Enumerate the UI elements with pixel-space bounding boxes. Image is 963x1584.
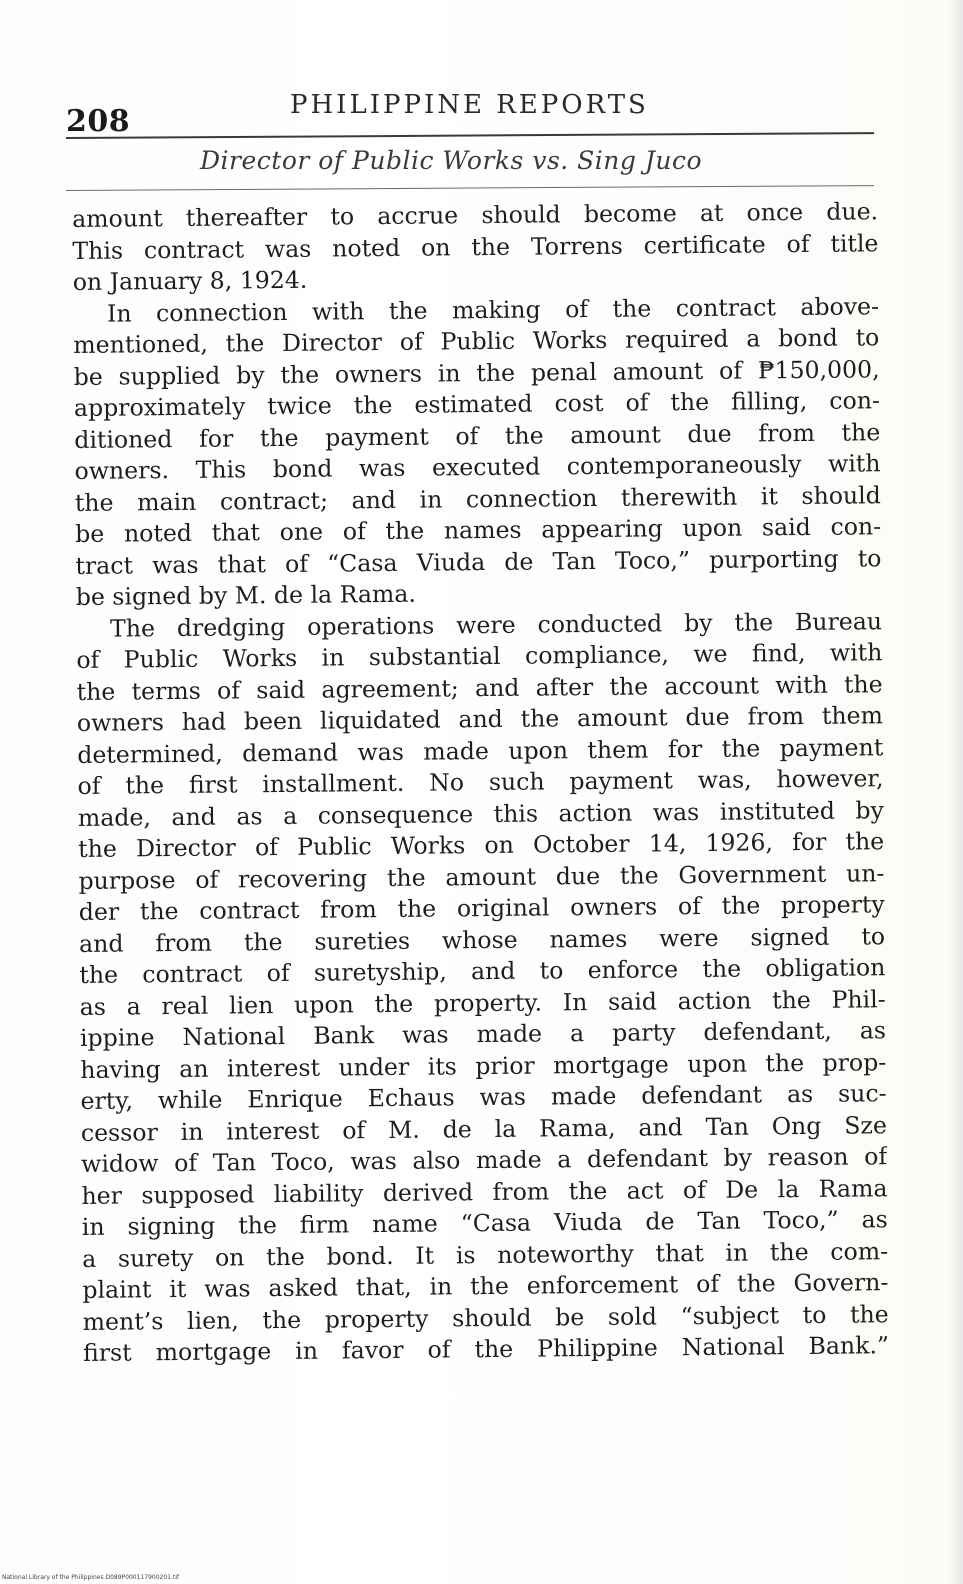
text-line: be supplied by the owners in the penal amount of ₱150,000, xyxy=(73,354,880,391)
paragraph-start-line: In connection with the making of the contract above- xyxy=(106,291,880,328)
text-line: her supposed liability derived from the act of De la Rama xyxy=(81,1173,888,1210)
text-line: the terms of said agreement; and after the account with the xyxy=(76,669,883,706)
text-line: the main contract; and in connection therewith it should xyxy=(74,480,881,517)
header-rule xyxy=(66,132,874,139)
text-line: purpose of recovering the amount due the Government un- xyxy=(78,858,885,895)
text-line: determined, demand was made upon them for the payment xyxy=(77,732,884,769)
text-line: mentioned, the Director of Public Works required a bond to xyxy=(73,323,880,359)
text-line: plaint it was asked that, in the enforcement of the Govern- xyxy=(82,1268,889,1304)
text-line: tract was that of “Casa Viuda de Tan Toco,” purporting to xyxy=(75,543,882,580)
text-line: erty, while Enrique Echaus was made defendant as suc- xyxy=(80,1079,887,1115)
text-line: first mortgage in favor of the Philippine National Bank.” xyxy=(82,1331,890,1367)
page-edge-shadow xyxy=(949,0,963,1584)
text-line: the contract of suretyship, and to enforce the obligation xyxy=(79,953,886,989)
body-text xyxy=(72,196,889,1369)
text-line: owners had been liquidated and the amount due from them xyxy=(76,701,884,737)
text-line: cessor in interest of M. de la Rama, and Tan Ong Sze xyxy=(80,1110,888,1147)
text-line: This contract was noted on the Torrens certificate of title xyxy=(72,228,879,265)
text-line: ment’s lien, the property should be sold “subject to the xyxy=(82,1299,889,1336)
text-line: be noted that one of the names appearing upon said con- xyxy=(75,512,882,548)
text-line: of the first installment. No such payment was, however, xyxy=(77,764,884,800)
text-line: approximately twice the estimated cost of the filling, con- xyxy=(73,386,881,422)
running-head: PHILIPPINE REPORTS xyxy=(290,90,649,120)
text-line: ditioned for the payment of the amount due from the xyxy=(74,417,881,454)
paragraph-start-line: The dredging operations were conducted by the Bureau xyxy=(109,606,883,643)
text-line: amount thereafter to accrue should become at once due. xyxy=(72,197,879,233)
text-line: of Public Works in substantial compliance, we find, with xyxy=(76,638,883,674)
caption-rule xyxy=(66,185,874,191)
text-line: the Director of Public Works on October 14, 1926, for the xyxy=(78,827,885,863)
text-line: on January 8, 1924. xyxy=(72,265,308,296)
case-caption: Director of Public Works vs. Sing Juco xyxy=(200,146,703,175)
scan-credit: National Library of the Philippines D089P000117900201.tif xyxy=(2,1574,180,1581)
text-line: having an interest under its prior mortgage upon the prop- xyxy=(80,1047,887,1084)
text-line: and from the sureties whose names were signed to xyxy=(78,921,886,958)
text-line: widow of Tan Toco, was also made a defendant by reason of xyxy=(81,1142,888,1178)
text-line: owners. This bond was executed contemporaneously with xyxy=(74,449,881,485)
text-line: in signing the firm name “Casa Viuda de Tan Toco,” as xyxy=(81,1205,888,1241)
text-line: be signed by M. de la Rama. xyxy=(75,579,417,611)
page-number: 208 xyxy=(66,104,131,139)
text-line: made, and as a consequence this action was instituted by xyxy=(77,795,884,832)
text-line: a surety on the bond. It is noteworthy that in the com- xyxy=(81,1236,889,1273)
text-line: der the contract from the original owners of the property xyxy=(78,890,885,926)
text-line: ippine National Bank was made a party defendant, as xyxy=(79,1016,887,1052)
text-line: as a real lien upon the property. In said action the Phil- xyxy=(79,984,886,1021)
